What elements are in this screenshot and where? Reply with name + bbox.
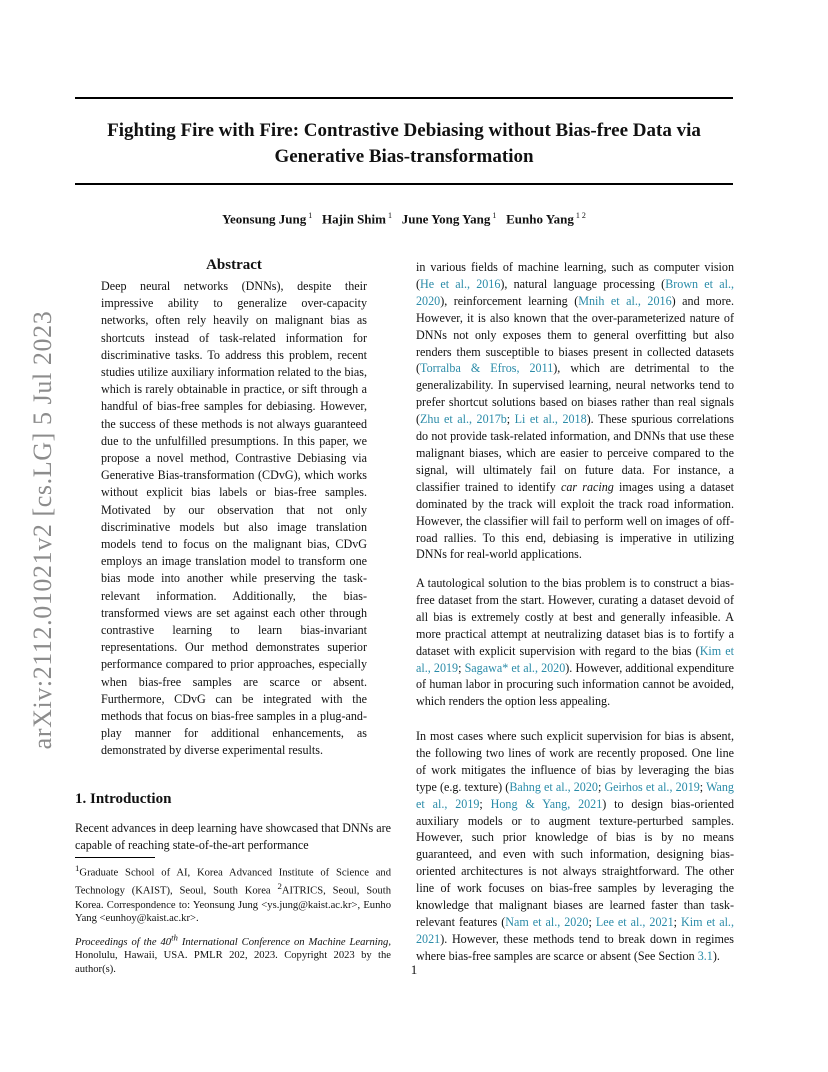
citation-link[interactable]: Nam et al., 2020: [505, 914, 589, 929]
title-bottom-rule: [75, 183, 733, 185]
citation-link[interactable]: Sagawa* et al., 2020: [464, 660, 566, 675]
author-affiliation-mark: 1: [385, 211, 392, 220]
abstract-body: Deep neural networks (DNNs), despite their impressive ability to generalize over-capacity networks, often rely heavily on malignant bias as shortcuts instead of task-related information for discriminative tasks. To address this problem, recent studies utilize auxiliary information related to the bias, which is rarely obtainable in practice, or sift through a handful of bias-free samples for debiasing. However, the success of these methods is not always guaranteed due to the unfulfilled presumptions. In this paper, we propose a novel method, Contrastive Debiasing via Generative Bias-transformation (CDvG), which works without explicit bias labels or bias-free samples. Motivated by our observation that not only discriminative models but also image translation models tend to focus on the malignant bias, CDvG employs an image translation model to transform one bias mode into another while preserving the task-relevant information. Additionally, the bias-transformed views are set against each other through contrastive learning to learn bias-invariant representations. Our method demonstrates superior performance compared to prior approaches, especially when bias-free samples are scarce or absent. Furthermore, CDvG can be integrated with the methods that focus on bias-free samples in a plug-and-play manner for additional enhancements, as demonstrated by diverse experimental results.: [101, 279, 367, 758]
author-affiliation-mark: 1 2: [573, 211, 586, 220]
citation-link[interactable]: Hong & Yang, 2021: [490, 796, 603, 811]
paper-title: Fighting Fire with Fire: Contrastive Debiasing without Bias-free Data via Generative Bias-transformation: [107, 120, 701, 167]
citation-link[interactable]: Kim et al., 2019: [416, 643, 734, 675]
page-number: 1: [410, 962, 418, 977]
introduction-heading: 1. Introduction: [75, 791, 172, 807]
author-name: June Yong Yang: [401, 211, 491, 227]
citation-link[interactable]: Bahng et al., 2020: [509, 779, 598, 794]
abstract-heading: Abstract: [206, 257, 262, 273]
intro-paragraph: In most cases where such explicit supervision for bias is absent, the following two lines of work are recently proposed. One line of work mitigates the influence of bias by leveraging the bias type (e.g. texture) (Bahng et al., 2020; Geirhos et al., 2019; Wang et al., 2019; Hong & Yang, 2021) to design bias-oriented auxiliary models or to augment texture-perturbed samples. However, such prior knowledge of bias is by no means guaranteed, and even with such information, designing bias-oriented architectures is not always straightforward. The other line of work focuses on bias-free samples by leveraging the knowledge that malignant biases are learned faster than task-relevant features (Nam et al., 2020; Lee et al., 2021; Kim et al., 2021). However, these methods tend to break down in regimes where bias-free samples are scarce or absent (See Section 3.1).: [416, 729, 734, 963]
footnote-rule: [75, 857, 155, 858]
author-affiliation-mark: 1: [306, 211, 313, 220]
citation-link[interactable]: Wang et al., 2019: [416, 779, 734, 811]
author-affiliation-mark: 1: [490, 211, 497, 220]
emphasized-text: car racing: [560, 479, 614, 494]
citation-link[interactable]: Zhu et al., 2017b: [420, 412, 507, 427]
title-top-rule: [75, 97, 733, 99]
author-name: Hajin Shim: [322, 211, 386, 227]
citation-link[interactable]: Mnih et al., 2016: [578, 293, 672, 308]
affiliation-footnote: $^1$Graduate School of AI, Korea Advanced Institute of Science and Technology (KAIST), Seoul, South Korea $^2$AITRICS, Seoul, South Korea. Correspondence to: Yeonsung Jung <ys.jung@kaist.ac.kr>, Eunho Yang <eunhoy@kaist.ac.kr>.: [75, 863, 391, 925]
citation-link[interactable]: Li et al., 2018: [514, 412, 587, 427]
citation-link[interactable]: Brown et al., 2020: [416, 276, 734, 308]
author-name: Yeonsung Jung: [222, 211, 307, 227]
citation-link[interactable]: He et al., 2016: [420, 276, 501, 291]
citation-link[interactable]: Lee et al., 2021: [595, 914, 674, 929]
author-name: Eunho Yang: [506, 211, 574, 227]
proceedings-note: Proceedings of the 40th International Conference on Machine Learning, Honolulu, Hawaii, USA. PMLR 202, 2023. Copyright 2023 by the author(s).: [75, 932, 391, 976]
author-list: [75, 211, 733, 227]
citation-link[interactable]: Kim et al., 2021: [416, 914, 734, 946]
arxiv-stamp: arXiv:2112.01021v2 [cs.LG] 5 Jul 2023: [28, 310, 57, 750]
citation-link[interactable]: Torralba & Efros, 2011: [420, 361, 554, 376]
citation-link[interactable]: Geirhos et al., 2019: [604, 779, 700, 794]
introduction-body: Recent advances in deep learning have showcased that DNNs are capable of reaching state-of-the-art performance: [75, 821, 391, 852]
intro-paragraph: in various fields of machine learning, such as computer vision (He et al., 2016), natural language processing (Brown et al., 2020), reinforcement learning (Mnih et al., 2016) and more. However, it is also known that the over-parameterized nature of DNNs not only exposes them to general overfitting but also renders them susceptible to biases present in collected datasets (Torralba & Efros, 2011), which are detrimental to the generalizability. In supervised learning, neural networks tend to prefer shortcut solutions based on biases rather than real signals (Zhu et al., 2017b; Li et al., 2018). These spurious correlations do not provide task-related information, and DNNs that use these malignant biases, which are easier to perceive compared to the signal, will ultimately fail on future data. For instance, a classifier trained to identify car racing images using a dataset dominated by the track will exploit the track road information. However, the classifier will fail to perform well on images of off-road rallies. To this end, debiasing is imperative in utilizing DNNs for real-world applications.: [416, 260, 734, 562]
citation-link[interactable]: 3.1: [697, 948, 713, 963]
intro-paragraph: A tautological solution to the bias problem is to construct a bias-free dataset from the start. However, curating a dataset devoid of all bias is extremely costly at best and generally infeasible. A more practical attempt at neutralizing dataset bias is to fortify a dataset with explicit supervision with regard to the bias (Kim et al., 2019; Sagawa* et al., 2020). However, additional expenditure of human labor in procuring such information cannot be avoided, which renders the option less appealing.: [416, 576, 734, 709]
